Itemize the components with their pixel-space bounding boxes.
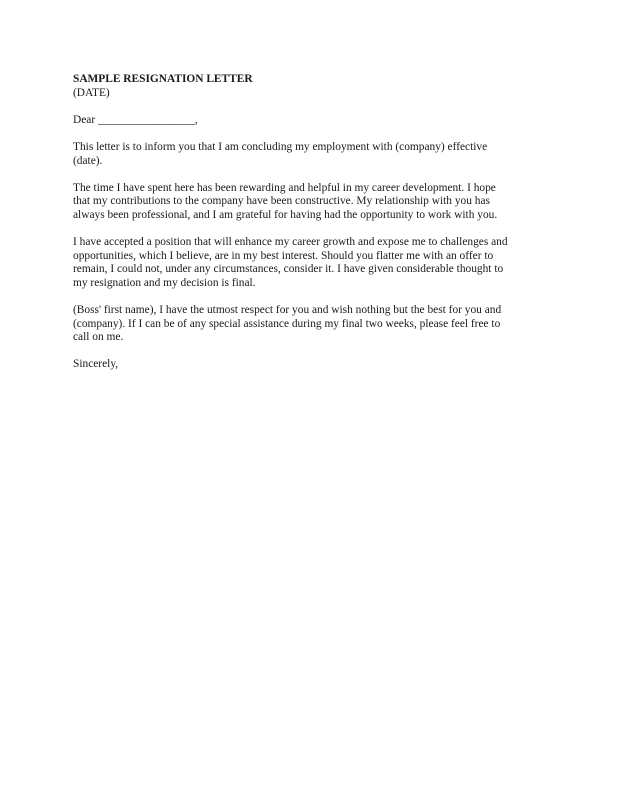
paragraph-line: call on me. <box>73 331 124 344</box>
letter-body <box>73 73 548 372</box>
paragraph-new-position <box>73 236 548 290</box>
letter-title: SAMPLE RESIGNATION LETTER <box>73 73 253 85</box>
paragraph-line: (company). If I can be of any special assistance during my final two weeks, please feel free to <box>73 317 501 330</box>
paragraph-gratitude <box>73 182 548 223</box>
paragraph-intro <box>73 141 548 168</box>
paragraph-line: opportunities, which I believe, are in my best interest. Should you flatter me with an offer to <box>73 249 494 262</box>
letter-closing: Sincerely, <box>73 358 119 371</box>
paragraph-line: remain, I could not, under any circumstances, consider it. I have given considerable thought to <box>73 263 504 276</box>
paragraph-line: my resignation and my decision is final. <box>73 276 256 289</box>
paragraph-line: The time I have spent here has been rewarding and helpful in my career development. I hope <box>73 181 496 194</box>
paragraph-line: I have accepted a position that will enhance my career growth and expose me to challenges and <box>73 236 508 249</box>
letter-salutation: Dear _________________, <box>73 113 198 126</box>
letter-date: (DATE) <box>73 86 110 99</box>
paragraph-line: (date). <box>73 154 103 167</box>
paragraph-closing-remarks <box>73 304 548 345</box>
paragraph-line: (Boss' first name), I have the utmost respect for you and wish nothing but the best for you and <box>73 304 502 317</box>
paragraph-line: that my contributions to the company have been constructive. My relationship with you has <box>73 195 490 208</box>
paragraph-line: always been professional, and I am grateful for having had the opportunity to work with you. <box>73 208 498 221</box>
paragraph-line: This letter is to inform you that I am concluding my employment with (company) effective <box>73 140 488 153</box>
